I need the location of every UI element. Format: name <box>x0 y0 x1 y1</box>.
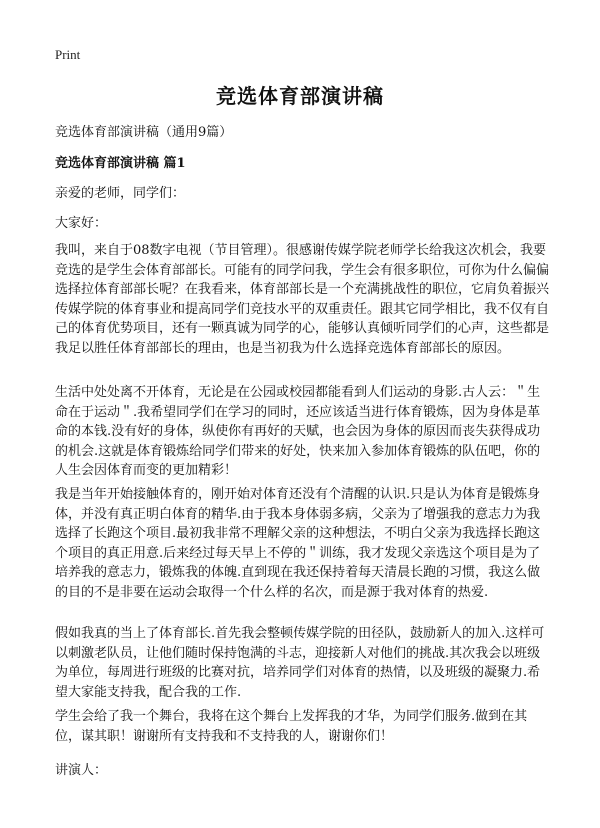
paragraph-2: 生活中处处离不开体育，无论是在公园或校园都能看到人们运动的身影.古人云：＂生命在于运动＂.我希望同学们在学习的同时，还应该适当进行体育锻炼，因为身体是革命的本钱.没有好的身体，纵使你有再好的天赋，也会因为身体的原因而丧失获得成功的机会.这就是体育锻炼给同学们带来的好处，快来加入参加体育锻炼的队伍吧，你的人生会因体育而变的更加精彩！ <box>55 385 541 479</box>
page-title: 竞选体育部演讲稿 <box>216 84 384 108</box>
paragraph-3: 我是当年开始接触体育的，刚开始对体育还没有个清醒的认识.只是认为体育是锻炼身体，并没有真正明白体育的精华.由于我本身体弱多病，父亲为了增强我的意志力为我选择了长跑这个项目.最初我非常不理解父亲的这种想法，不明白父亲为我选择长跑这个项目的真正用意.后来经过每天早上不停的＂训练，我才发现父亲选这个项目是为了培养我的意志力，锻炼我的体魄.直到现在我还保持着每天清晨长跑的习惯，我这么做的目的不是非要在运动会取得一个什么样的名次，而是源于我对体育的热爱. <box>55 487 541 600</box>
paragraph-5: 学生会给了我一个舞台，我将在这个舞台上发挥我的才华，为同学们服务.做到在其位，谋其职！谢谢所有支持我和不支持我的人，谢谢你们！ <box>55 709 528 744</box>
signature: 讲演人： <box>55 763 108 778</box>
document-subtitle: 竞选体育部演讲稿（通用9篇） <box>55 125 233 140</box>
paragraph-4: 假如我真的当上了体育部长.首先我会整顿传媒学院的田径队，鼓励新人的加入.这样可以刺激老队员，让他们随时保持饱满的斗志，迎接新人对他们的挑战.其次我会以班级为单位，每周进行班级的比赛对抗，培养同学们对体育的热情，以及班级的凝聚力.希望大家能支持我，配合我的工作. <box>55 626 545 700</box>
paragraph-1: 我叫，来自于08数字电视（节目管理）。很感谢传媒学院老师学长给我这次机会，我要竞选的是学生会体育部部长。可能有的同学问我，学生会有很多职位，可你为什么偏偏选择拉体育部部长呢？在我看来，体育部部长是一个充满挑战性的职位，它肩负着振兴传媒学院的体育事业和提高同学们竞技水平的双重责任。跟其它同学相比，我不仅有自己的体育优势项目，还有一颗真诚为同学的心，能够认真倾听同学们的心声，这些都是我足以胜任体育部部长的理由，也是当初我为什么选择竞选体育部部长的原因。 <box>55 243 550 356</box>
greeting: 亲爱的老师，同学们： <box>55 186 186 201</box>
section-heading: 竞选体育部演讲稿 篇1 <box>55 156 186 171</box>
print-link[interactable]: Print <box>55 47 81 62</box>
salutation: 大家好： <box>55 216 108 231</box>
